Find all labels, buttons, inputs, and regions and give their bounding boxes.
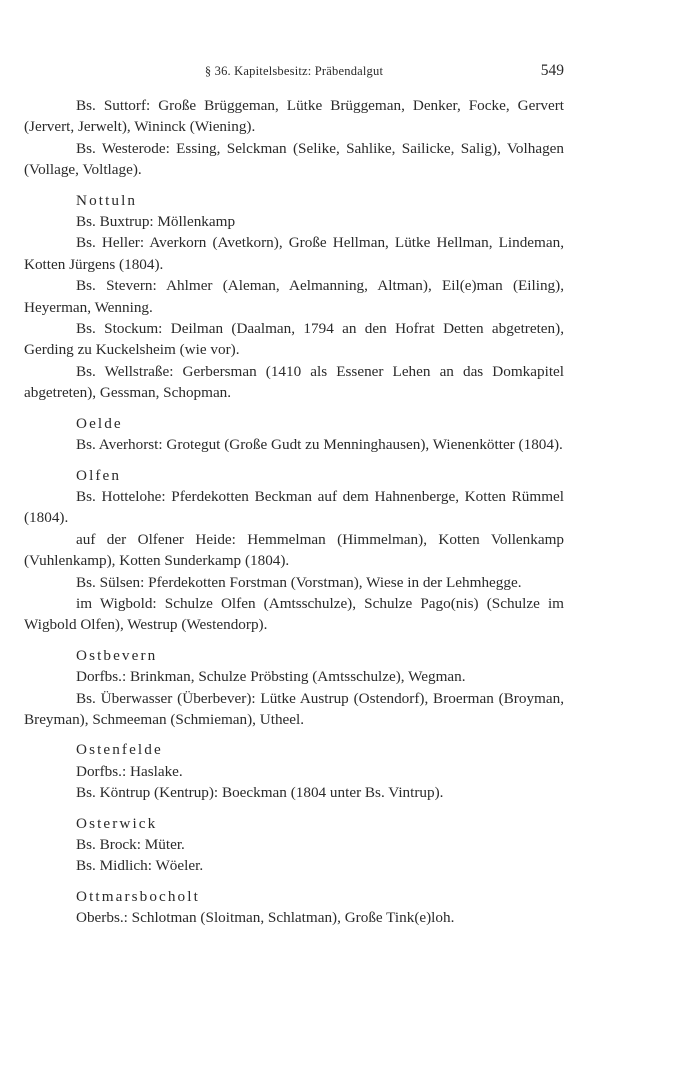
entry-paragraph: Bs. Heller: Averkorn (Avetkorn), Große Hellman, Lütke Hellman, Lindeman, Kotten Jürgens (1804). [24, 234, 564, 273]
running-title: § 36. Kapitelsbesitz: Präbendalgut [204, 64, 384, 78]
page-number: 549 [540, 62, 564, 79]
entry-paragraph: Bs. Sülsen: Pferdekotten Forstman (Vorstman), Wiese in der Lehmhegge. [76, 573, 522, 591]
place-heading: Oelde [76, 414, 123, 432]
section-oelde [24, 413, 564, 456]
entry-paragraph: Bs. Stockum: Deilman (Daalman, 1794 an den Hofrat Detten abgetreten), Gerding zu Kuckelsheim (wie vor). [24, 320, 564, 359]
place-heading: Ottmarsbocholt [76, 887, 200, 905]
entry-paragraph: Bs. Averhorst: Grotegut (Große Gudt zu Menninghausen), Wienenkötter (1804). [76, 436, 563, 454]
section-olfen [24, 465, 564, 636]
entry-paragraph: Bs. Köntrup (Kentrup): Boeckman (1804 unter Bs. Vintrup). [76, 784, 444, 802]
entry-paragraph: Bs. Brock: Müter. [76, 836, 185, 853]
entry-paragraph: Bs. Wellstraße: Gerbersman (1410 als Essener Lehen an das Domkapitel abgetreten), Gessman, Schopman. [24, 362, 564, 402]
entry-paragraph: Bs. Midlich: Wöeler. [76, 857, 204, 875]
section-nottuln [24, 190, 564, 404]
place-heading: Olfen [76, 466, 122, 484]
section-ostbevern [24, 645, 564, 731]
entry-paragraph: Bs. Hottelohe: Pferdekotten Beckman auf dem Hahnenberge, Kotten Rümmel (1804). [24, 487, 564, 527]
entry-paragraph: Dorfbs.: Brinkman, Schulze Pröbsting (Amtsschulze), Wegman. [76, 668, 466, 686]
place-heading: Nottuln [76, 191, 138, 209]
section-osterwick [24, 813, 564, 877]
place-heading: Ostenfelde [76, 741, 163, 759]
entry-paragraph: Bs. Suttorf: Große Brüggeman, Lütke Brüggeman, Denker, Focke, Gervert (Jervert, Jerwelt), Wininck (Wiening). [24, 97, 564, 136]
entry-paragraph: auf der Olfener Heide: Hemmelman (Himmelman), Kotten Vollenkamp (Vuhlenkamp), Kotten Sunderkamp (1804). [24, 530, 564, 570]
entry-paragraph: Dorfbs.: Haslake. [76, 762, 183, 780]
page-header [24, 62, 564, 84]
section-ottmarsbocholt [24, 886, 564, 929]
entry-paragraph: Bs. Überwasser (Überbever): Lütke Austrup (Ostendorf), Broerman (Broyman, Breyman), Schmeeman (Schmieman), Utheel. [24, 689, 564, 728]
section-suttorf-westerode [24, 95, 564, 181]
entry-paragraph: Bs. Westerode: Essing, Selckman (Selike, Sahlike, Sailicke, Salig), Volhagen (Vollage, Voltlage). [24, 139, 564, 179]
entry-paragraph: Bs. Buxtrup: Möllenkamp [76, 213, 236, 231]
page-body [24, 95, 564, 938]
entry-paragraph: Oberbs.: Schlotman (Sloitman, Schlatman), Große Tink(e)loh. [76, 909, 455, 927]
entry-paragraph: Bs. Stevern: Ahlmer (Aleman, Aelmanning, Altman), Eil(e)man (Eiling), Heyerman, Wenning. [24, 277, 564, 316]
place-heading: Osterwick [76, 814, 158, 832]
section-ostenfelde [24, 739, 564, 803]
entry-paragraph: im Wigbold: Schulze Olfen (Amtsschulze), Schulze Pago(nis) (Schulze im Wigbold Olfen), Westrup (Westendorp). [24, 594, 564, 634]
place-heading: Ostbevern [76, 646, 158, 664]
